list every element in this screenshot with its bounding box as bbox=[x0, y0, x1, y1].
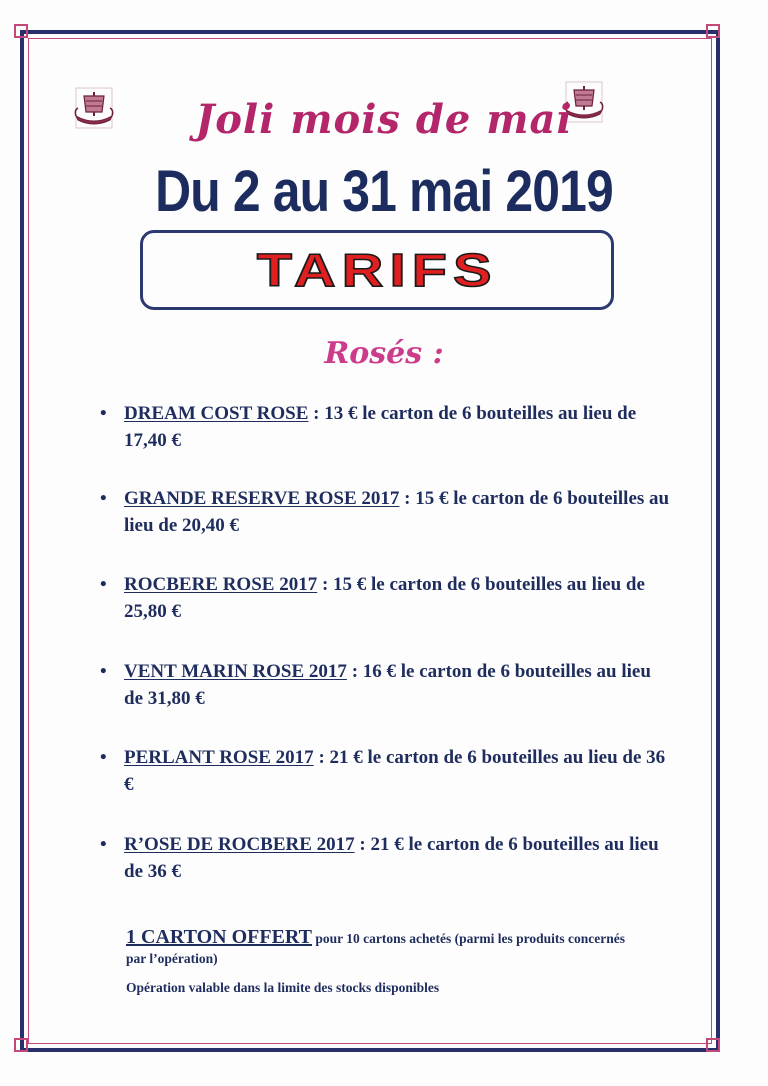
offer-conditions: pour 10 cartons achetés (parmi les produits concernés par l’opération) bbox=[126, 931, 625, 966]
corner-ornament bbox=[706, 24, 720, 38]
bullet-icon: • bbox=[100, 661, 107, 682]
product-name: R’OSE DE ROCBERE 2017 bbox=[124, 834, 355, 855]
product-name: ROCBERE ROSE 2017 bbox=[124, 574, 318, 595]
page-title: Joli mois de mai bbox=[195, 96, 573, 143]
corner-ornament bbox=[706, 1038, 720, 1052]
product-price: : 16 € le carton de 6 bouteilles au lieu de 31,80 € bbox=[124, 661, 651, 709]
product-name: VENT MARIN ROSE 2017 bbox=[124, 661, 347, 682]
offer-headline: 1 CARTON OFFERT bbox=[126, 926, 313, 948]
corner-ornament bbox=[14, 24, 28, 38]
promotion-dates: Du 2 au 31 mai 2019 bbox=[155, 159, 613, 224]
bullet-icon: • bbox=[100, 834, 107, 855]
list-item bbox=[100, 831, 670, 885]
list-item bbox=[100, 571, 670, 625]
product-price: : 21 € le carton de 6 bouteilles au lieu de 36 € bbox=[124, 834, 659, 882]
product-price: : 15 € le carton de 6 bouteilles au lieu de 20,40 € bbox=[124, 488, 670, 536]
bullet-icon: • bbox=[100, 574, 107, 595]
bullet-icon: • bbox=[100, 403, 107, 424]
bullet-icon: • bbox=[100, 747, 107, 768]
corner-ornament bbox=[14, 1038, 28, 1052]
validity-note: Opération valable dans la limite des stocks disponibles bbox=[126, 980, 440, 995]
product-price: : 15 € le carton de 6 bouteilles au lieu de 25,80 € bbox=[124, 574, 645, 622]
tarifs-heading: TARIFS bbox=[256, 244, 498, 296]
section-title: Rosés : bbox=[324, 336, 444, 371]
list-item bbox=[100, 485, 670, 539]
product-price: : 13 € le carton de 6 bouteilles au lieu de 17,40 € bbox=[124, 403, 637, 451]
list-item bbox=[100, 658, 670, 712]
list-item bbox=[100, 744, 670, 798]
bullet-icon: • bbox=[100, 488, 107, 509]
list-item bbox=[100, 400, 670, 454]
product-name: DREAM COST ROSE bbox=[124, 403, 309, 424]
product-price: : 21 € le carton de 6 bouteilles au lieu de 36 € bbox=[124, 747, 666, 795]
product-name: GRANDE RESERVE ROSE 2017 bbox=[124, 488, 400, 509]
product-name: PERLANT ROSE 2017 bbox=[124, 747, 314, 768]
tarifs-banner bbox=[140, 230, 614, 310]
offer-notice bbox=[126, 926, 626, 968]
